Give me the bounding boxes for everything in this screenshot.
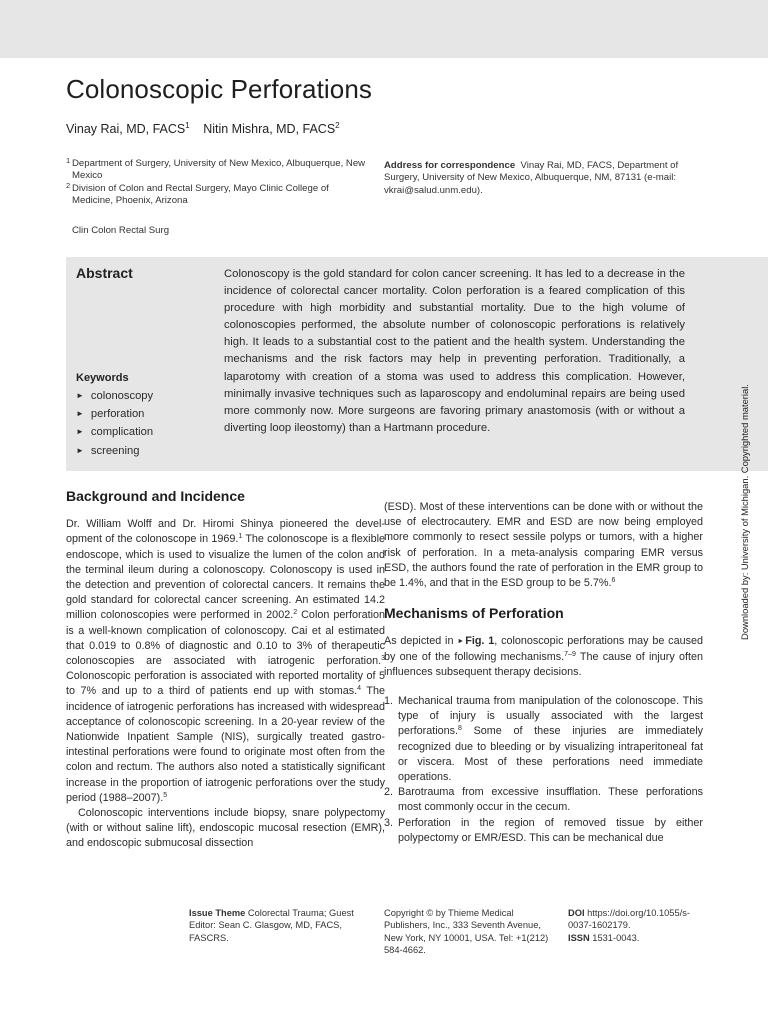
correspondence-label: Address for correspondence (384, 160, 516, 171)
author-list (66, 121, 340, 136)
keyword: ► colonoscopy (76, 387, 153, 405)
paragraph: As depicted in ► Fig. 1, colonoscopic perforations may be caused by one of the following mechanisms.$^{7-9}$ The cause of injury often influences subsequent therapy decisions. (384, 634, 703, 680)
correspondence (384, 160, 694, 197)
journal-name: Clin Colon Rectal Surg (72, 225, 170, 236)
citation: 3 (381, 655, 385, 663)
citation: 5 (163, 791, 168, 799)
affiliations (66, 158, 366, 208)
citation: 8 (458, 725, 462, 733)
list-item: 2. Barotrauma from excessive insufflation. These perforations most commonly occur in the cecum. (384, 786, 703, 814)
citation: 4 (357, 685, 362, 693)
doi-link[interactable]: https://doi.org/10.1055/s-0037-1602179. (568, 908, 690, 931)
right-column (384, 500, 703, 846)
citation: 6 (611, 577, 616, 585)
list-item: 1. Mechanical trauma from manipulation of the colonoscope. This type of injury is usually associated with the largest perforations.$^8$ Some of these injuries are immediately recognized due to bleeding or by visualizing intraperitoneal fat or viscera. Most of these perforations need immediate operations. (384, 695, 703, 784)
paragraph: Colonoscopic interventions include biopsy, snare polypectomy (with or without saline lift), endoscopic mucosal resection (EMR), and endoscopic submucosal dissection (66, 807, 385, 850)
header-band (0, 0, 768, 58)
paragraph: Dr. William Wolff and Dr. Hiromi Shinya pioneered the development of the colonoscope in 1969.$^1$ The colonoscope is a flexible endoscope, which is used to visualize the lumen of the colon and the terminal ileum during a colonoscopy. Colonoscopy is used in the detection and prevention of colorectal cancers. It remains the gold standard for colorectal cancer screening. An estimated 14.2 million colonoscopies were performed in 2002.$^2$ Colon perforation is a well-known complication of colonoscopy. Cai et al estimated that 0.019 to 0.8% of diagnostic and 0.10 to 3% of therapeutic colonoscopies are associated with iatrogenic perforation.$^3$ Colonoscopic perforation is associated with reported mortality of 5 to 7% and up to a third of patients end up with stomas.$^4$ The incidence of iatrogenic perforations has increased with widespread acceptance of colonoscopic screening. In a 20-year review of the Nationwide Inpatient Sample (NIS), surgically treated gastrointestinal perforations were found to originate most often from the colon and rectum. The authors also noted a statistically significant increase in the proportion of iatrogenic perforations over the study period (1988–2007).$^5$ (66, 518, 385, 804)
footer-issue: Issue Theme Colorectal Trauma; Guest Editor: Sean C. Glasgow, MD, FACS, FASCRS. (189, 908, 354, 943)
footer-copyright: Copyright © by Thieme Medical Publishers, Inc., 333 Seventh Avenue, New York, NY 10001, USA. Tel: +1(212) 584-4662. (384, 908, 549, 956)
correspondence-text: Vinay Rai, MD, FACS, Department of Surgery, University of New Mexico, Albuquerque, NM, 87131 (e-mail: vkrai@salud.unm.edu). (384, 160, 679, 196)
list-item: 3. Perforation in the region of removed tissue by either polypectomy or EMR/ESD. This can be mechanical due (384, 816, 703, 844)
author: Nitin Mishra, MD, FACS$^2$ (203, 121, 340, 136)
citation: 2 (293, 609, 298, 617)
affiliation: 1 Department of Surgery, University of New Mexico, Albuquerque, New Mexico (66, 156, 366, 182)
article-title: Colonoscopic Perforations (66, 74, 372, 104)
keywords-title: Keywords (76, 372, 129, 384)
affiliation: 2 Division of Colon and Rectal Surgery, Mayo Clinic College of Medicine, Phoenix, Arizona (66, 180, 329, 207)
author: Vinay Rai, MD, FACS$^1$ (66, 121, 190, 136)
citation: 1 (238, 533, 243, 541)
figure-link[interactable]: ► Fig. 1 (457, 635, 494, 647)
footer-doi: DOI https://doi.org/10.1055/s-0037-1602179. ISSN 1531-0043. (568, 908, 690, 943)
keyword: ► screening (76, 442, 153, 460)
citation: 7–9 (564, 650, 576, 658)
download-watermark: Downloaded by: University of Michigan. Copyrighted material. (739, 384, 750, 640)
section-heading-background: Background and Incidence (66, 488, 245, 504)
mechanism-list (384, 694, 703, 846)
paragraph: (ESD). Most of these interventions can be done with or without the use of electrocautery. EMR and ESD are now being employed more commonly to resect sessile polyps or tumors, with a higher risk of perforation. In a meta-analysis comparing EMR versus ESD, the authors found the rate of perforation in the EMR group to be 1.4%, and that in the ESD group to be 5.7%.$^6$ (384, 501, 703, 590)
keyword: ► complication (76, 423, 153, 441)
left-column (66, 489, 385, 852)
keyword: ► perforation (76, 405, 153, 423)
abstract-title: Abstract (76, 265, 133, 281)
section-heading-mechanisms: Mechanisms of Perforation (384, 605, 564, 622)
abstract-text: Colonoscopy is the gold standard for colon cancer screening. It has led to a decrease in the incidence of colorectal cancer mortality. Colon perforation is a feared complication of this procedure with high morbidity and substantial mortality. Due to the high volume of colonoscopies performed, the absolute number of colonoscopic perforations is relatively high. It leads to a substantial cost to the patient and the health system. Understanding the mechanisms and the risk factors may help in preventing perforation. Traditionally, a laparotomy with creation of a stoma was used to address this complication. However, minimally invasive techniques such as laparoscopy and endoluminal repairs are being used more commonly now. More surgeons are favoring primary anastomosis (with or without a diverting loop ileostomy) than a Hartmann procedure. (224, 268, 685, 434)
keywords-list (76, 387, 153, 460)
